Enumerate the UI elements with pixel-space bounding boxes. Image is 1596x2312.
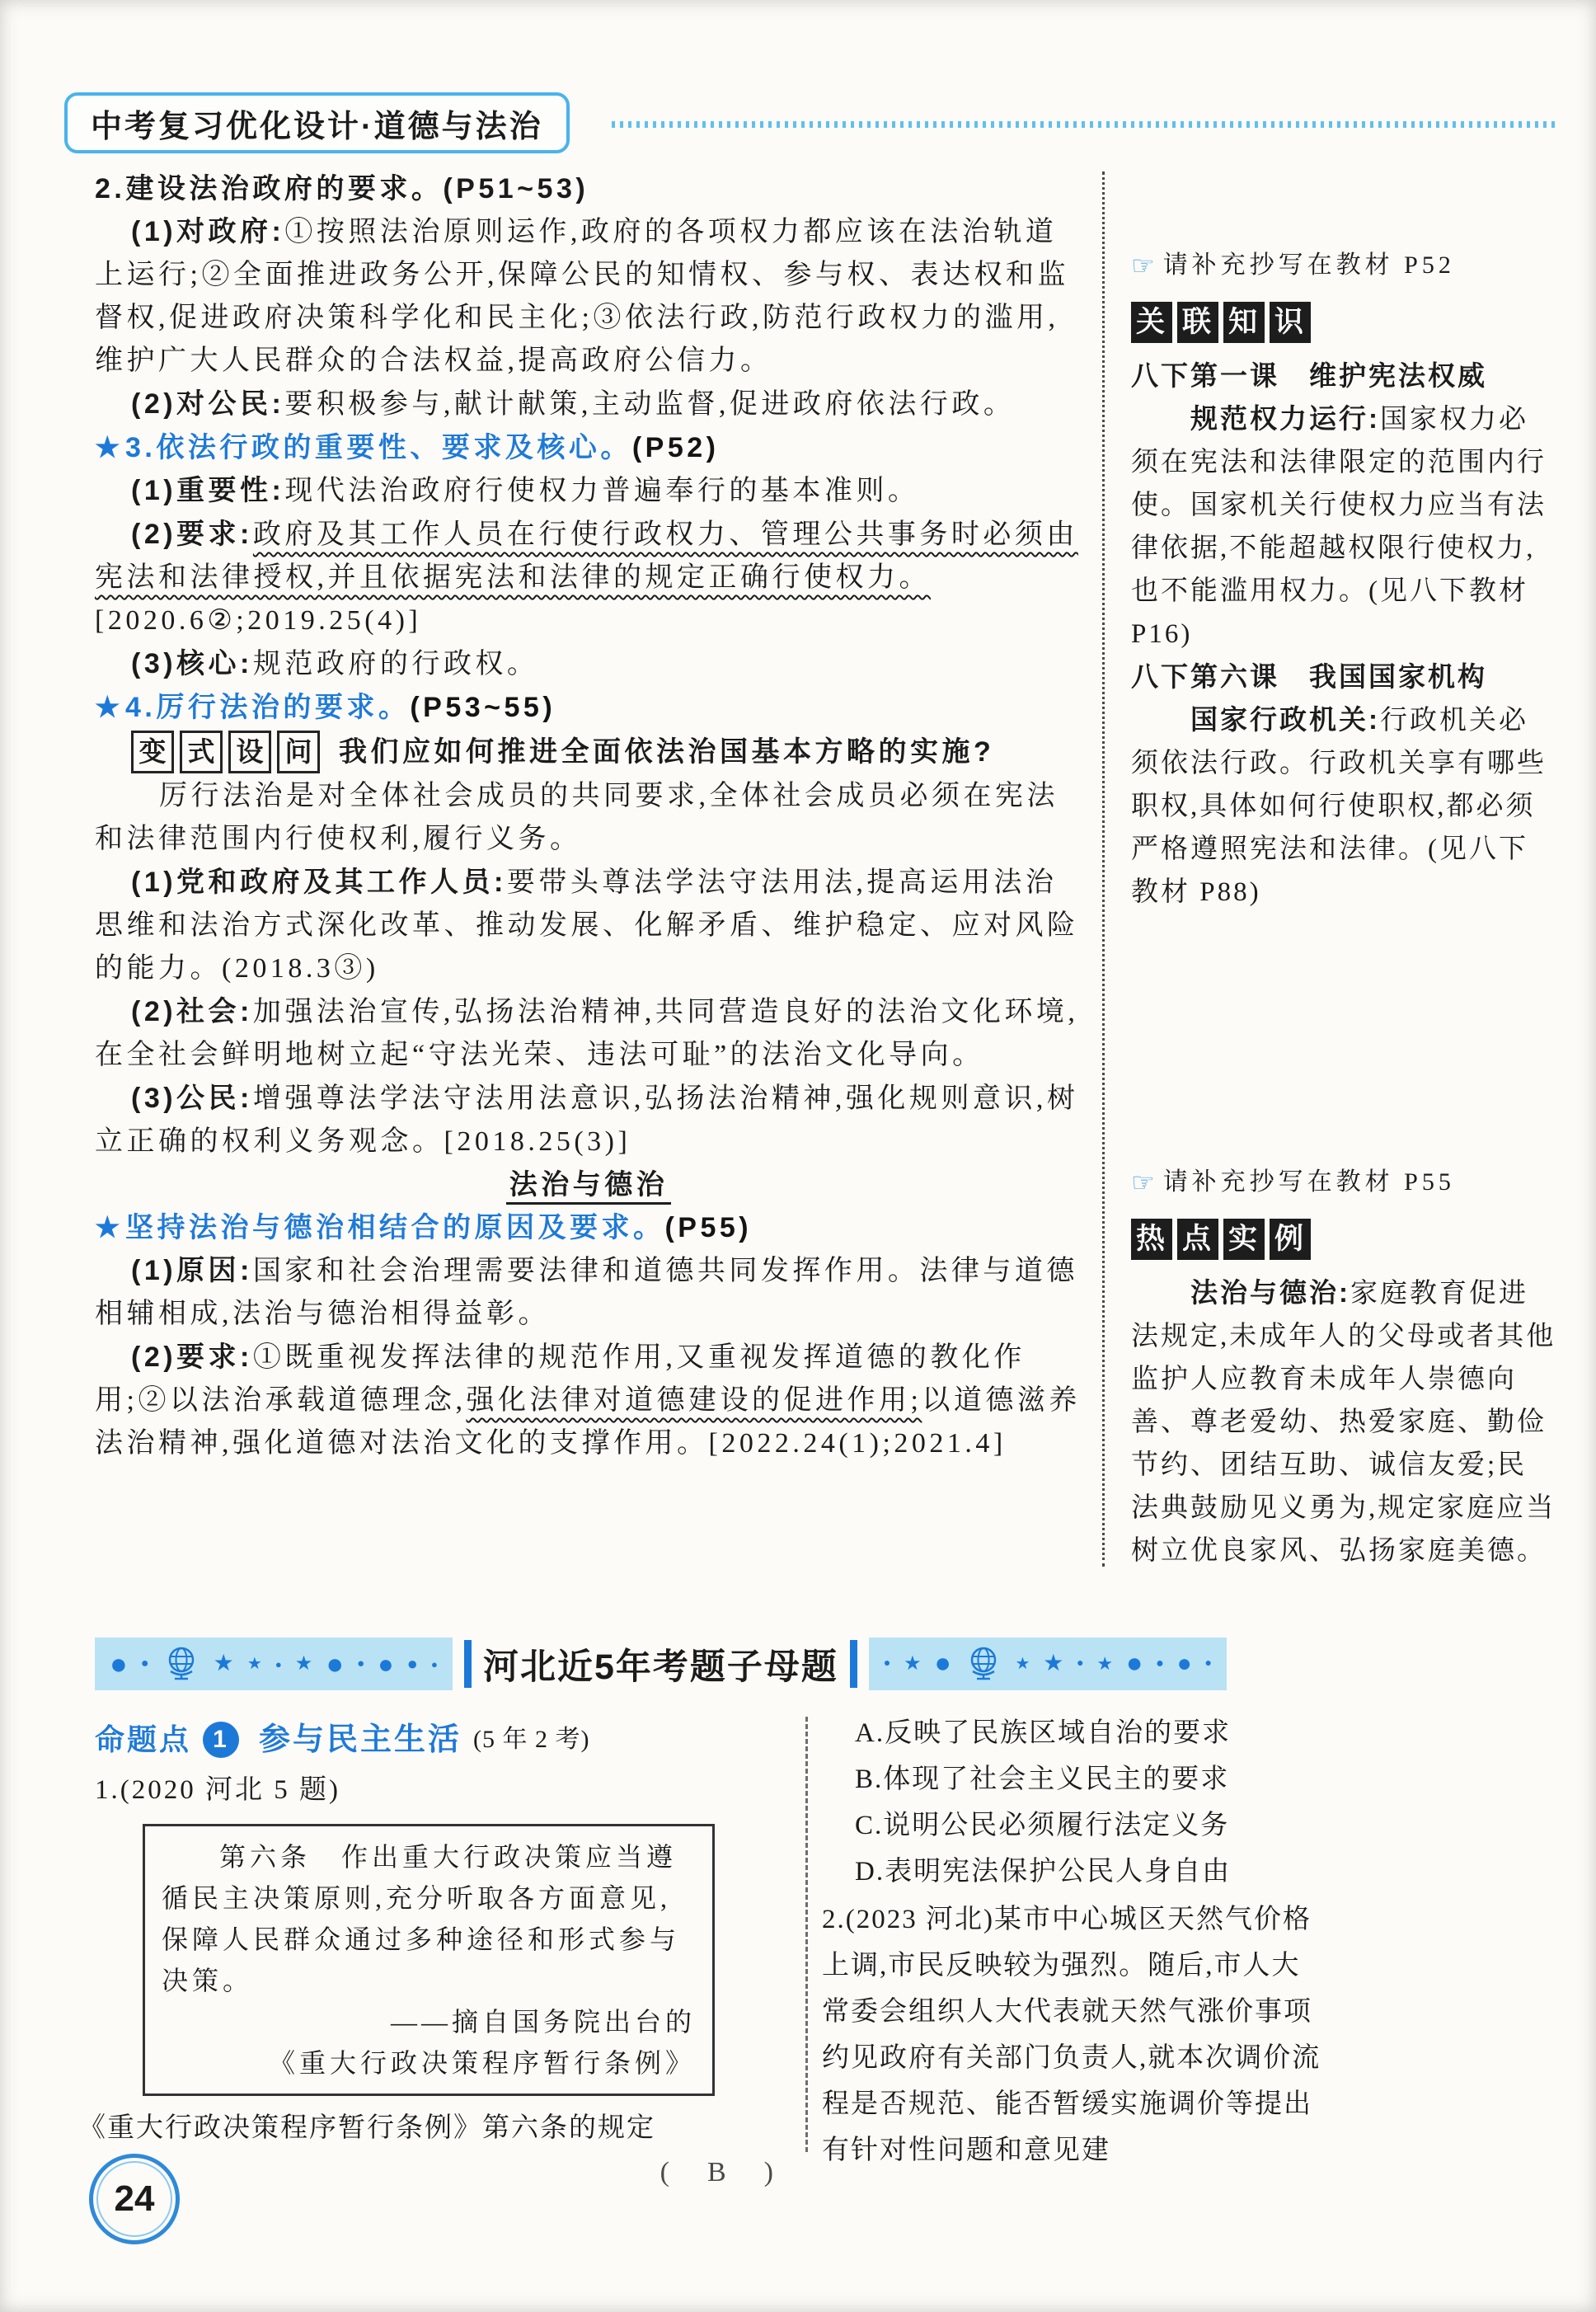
topic-number-badge: 1 <box>203 1722 239 1758</box>
header-dotted-rule-decoration <box>612 121 1558 128</box>
spacer <box>1131 914 1556 1161</box>
bold-lead-label: (1)原因: <box>131 1255 253 1286</box>
banner-dot-star-decoration: ● <box>934 1648 951 1679</box>
banner-bar-left <box>464 1640 472 1688</box>
banner-dot-star-decoration: ★ <box>294 1653 313 1675</box>
tag-character-box: 识 <box>1270 302 1311 343</box>
banner-dot-star-decoration: ● <box>1204 1657 1212 1670</box>
paragraph: [2020.6②;2019.25(4)] <box>95 605 422 636</box>
heading-text: 3.依法行政的重要性、要求及核心。 <box>124 432 632 463</box>
paragraph: 厉行法治是对全体社会成员的共同要求,全体社会成员必须在宪法和法律范围内行使权利,履行义务。 <box>95 781 1059 854</box>
paragraph: (2)对公民:要积极参与,献计献策,主动监督,促进政府依法行政。 <box>131 388 1016 420</box>
paragraph: (1)重要性:现代法治政府行使权力普遍奉行的基本准则。 <box>131 475 920 506</box>
topic-heading <box>95 1717 791 1763</box>
bold-lead-label: (2)要求: <box>131 1342 253 1373</box>
quote-text: 第六条 作出重大行政决策应当遵循民主决策原则,充分听取各方面意见,保障人民群众通过多种途径和形式参与决策。 <box>162 1842 681 1995</box>
globe-icon <box>162 1643 200 1685</box>
banner-dot-star-decoration: ● <box>1176 1650 1192 1677</box>
paragraph: (1)原因:国家和社会治理需要法律和道德共同发挥作用。法律与道德相辅相成,法治与德治相得益彰。 <box>95 1255 1078 1329</box>
tag-character-box: 知 <box>1223 302 1265 343</box>
sidebar-column <box>1131 244 1556 1572</box>
wavy-underlined-text: 政府及其工作人员在行使行政权力、管理公共事务时必须由宪法和法律授权,并且依据宪法和法律的规定正确行使权力。 <box>95 519 1078 593</box>
paragraph: (2)社会:加强法治宣传,弘扬法治精神,共同营造良好的法治文化环境,在全社会鲜明地树立起“守法光荣、违法可耻”的法治文化导向。 <box>95 996 1079 1070</box>
quote-source-line-1: ——摘自国务院出台的 <box>390 2007 696 2037</box>
margin-note <box>1131 244 1556 287</box>
bold-lead-label: 国家行政机关: <box>1190 704 1380 735</box>
banner-dot-star-decoration: ★ <box>1096 1653 1114 1674</box>
sidebar-paragraph: 法治与德治:家庭教育促进法规定,未成年人的父母或者其他监护人应教育未成年人崇德向善、尊老爱幼、热爱家庭、勤俭节约、团结互助、诚信友爱;民法典鼓励见义勇为,规定家庭应当树立优良家风、弘扬家庭美德。 <box>1131 1277 1556 1566</box>
banner-dot-star-decoration: ★ <box>1015 1655 1030 1673</box>
sidebar-tag <box>1131 1219 1556 1260</box>
paragraph: (2)要求:①既重视发挥法律的规范作用,又重视发挥道德的教化作用;②以法治承载道德理念,强化法律对道德建设的促进作用;以道德滋养法治精神,强化道德对法治文化的支撑作用。[2022.24(1);2021.4] <box>95 1342 1081 1459</box>
boxed-character: 问 <box>277 731 320 773</box>
finger-right-icon: ☞ <box>1131 1168 1155 1197</box>
topic-exam-count: (5 年 2 考) <box>473 1726 590 1753</box>
banner-dot-star-decoration: ★ <box>904 1653 922 1675</box>
banner-dot-star-decoration: ● <box>378 1649 394 1679</box>
heading-text: 坚持法治与德治相结合的原因及要求。 <box>124 1212 665 1243</box>
lesson-heading: 八下第一课 维护宪法权威 <box>1131 360 1487 391</box>
banner-bar-right <box>850 1640 857 1688</box>
star-icon: ★ <box>95 692 124 723</box>
subsection-title <box>95 1163 1082 1206</box>
banner-decor-right <box>869 1638 1227 1690</box>
page-number: 24 <box>114 2178 155 2219</box>
star-icon: ★ <box>95 1212 124 1243</box>
subsection-title-text: 法治与德治 <box>506 1169 672 1205</box>
banner-dot-star-decoration: ★ <box>246 1655 262 1673</box>
wavy-underlined-text: 强化法律对道德建设的促进作用; <box>466 1385 922 1416</box>
main-column <box>95 167 1082 1465</box>
banner-decor-left <box>95 1638 453 1690</box>
star-icon: ★ <box>95 432 124 463</box>
variant-question-text: 我们应如何推进全面依法治国基本方略的实施? <box>339 736 995 768</box>
page-reference: (P53~55) <box>410 692 556 723</box>
question-2-text: 2.(2023 河北)某市中心城区天然气价格上调,市民反映较为强烈。随后,市人大常委会组织人大代表就天然气涨价事项约见政府有关部门负责人,就本次调价流程是否规范、能否暂缓实施调价等提出有针对性问题和意见建 <box>822 1905 1321 2165</box>
tag-character-box: 实 <box>1223 1219 1265 1260</box>
tag-character-box: 联 <box>1177 302 1218 343</box>
page-number-badge <box>89 2154 180 2244</box>
section-heading: 2.建设法治政府的要求。(P51~53) <box>95 173 589 204</box>
bold-lead-label: 规范权力运行: <box>1190 403 1380 434</box>
tag-character-box: 例 <box>1270 1219 1311 1260</box>
banner-dot-star-decoration: ● <box>110 1647 128 1680</box>
margin-note-text: 请补充抄写在教材 P55 <box>1162 1168 1455 1196</box>
book-title: 中考复习优化设计·道德与法治 <box>91 109 543 144</box>
answer-option: D.表明宪法保护公民人身自由 <box>855 1857 1232 1887</box>
banner-dot-star-decoration: ● <box>1156 1656 1164 1671</box>
margin-note <box>1131 1161 1556 1204</box>
boxed-character: 变 <box>131 731 174 773</box>
paragraph: (3)核心:规范政府的行政权。 <box>131 648 539 679</box>
bold-lead-label: (1)重要性: <box>131 475 285 506</box>
boxed-character: 设 <box>228 731 271 773</box>
banner-dot-star-decoration: ● <box>431 1657 438 1671</box>
bold-lead-label: (3)核心: <box>131 648 253 679</box>
question-column-divider-dashed <box>805 1717 808 2152</box>
banner-title: 河北近5年考题子母题 <box>483 1647 838 1687</box>
bold-lead-label: (1)对政府: <box>131 216 285 247</box>
quote-source-line-2: 《重大行政决策程序暂行条例》 <box>268 2048 696 2078</box>
tag-character-box: 热 <box>1131 1219 1172 1260</box>
bold-lead-label: (2)社会: <box>131 996 253 1027</box>
banner-dot-star-decoration: ● <box>357 1656 365 1671</box>
paragraph: (3)公民:增强尊法学法守法用法意识,弘扬法治精神,强化规则意识,树立正确的权利义务观念。[2018.25(3)] <box>95 1083 1079 1157</box>
banner-dot-star-decoration: ● <box>140 1656 149 1671</box>
banner-dot-star-decoration: ★ <box>213 1651 234 1676</box>
question-1-stem: 《重大行政决策程序暂行条例》第六条的规定 <box>78 2113 655 2143</box>
banner-dot-star-decoration: ● <box>1125 1648 1143 1679</box>
question-1-options <box>822 1710 1326 1895</box>
topic-title: 参与民主生活 <box>259 1722 462 1757</box>
banner-dot-star-decoration: ★ <box>1043 1651 1064 1676</box>
paragraph: (1)党和政府及其工作人员:要带头尊法学法守法用法,提高运用法治思维和法治方式深化改革、推动发展、化解矛盾、维护稳定、应对风险的能力。(2018.3③) <box>95 867 1079 984</box>
banner-dot-star-decoration: ● <box>326 1647 345 1680</box>
bold-lead-label: (2)对公民: <box>131 388 285 420</box>
sidebar-paragraph: 规范权力运行:国家权力必须在宪法和法律限定的范围内行使。国家机关行使权力应当有法律依据,不能超越权限行使权力,也不能滥用权力。(见八下教材 P16) <box>1131 403 1547 649</box>
question-column-left <box>78 1717 791 2195</box>
page-header-box <box>64 92 570 153</box>
variant-question-row <box>131 729 1082 775</box>
question-1-answer: ( B ) <box>660 2157 778 2187</box>
banner-dot-star-decoration: ● <box>275 1657 282 1671</box>
starred-heading <box>95 1206 1082 1249</box>
column-divider-dotted <box>1102 172 1105 1567</box>
sidebar-tag <box>1131 302 1556 343</box>
question-1-source: 1.(2020 河北 5 题) <box>95 1775 340 1805</box>
sidebar-paragraph: 国家行政机关:行政机关必须依法行政。行政机关享有哪些职权,具体如何行使职权,都必须严格遵照宪法和法律。(见八下教材 P88) <box>1131 704 1547 907</box>
boxed-character: 式 <box>180 731 223 773</box>
bold-lead-label: (2)要求: <box>131 519 253 550</box>
answer-option: C.说明公民必须履行法定义务 <box>855 1811 1230 1840</box>
heading-text: 4.厉行法治的要求。 <box>124 692 411 723</box>
answer-option: A.反映了民族区域自治的要求 <box>855 1718 1232 1748</box>
lesson-heading: 八下第六课 我国国家机构 <box>1131 661 1487 692</box>
bold-lead-label: (3)公民: <box>131 1083 253 1114</box>
globe-icon <box>965 1643 1002 1685</box>
page-reference: (P55) <box>664 1212 753 1243</box>
finger-right-icon: ☞ <box>1131 251 1155 280</box>
paragraph: (1)对政府:①按照法治原则运作,政府的各项权力都应该在法治轨道上运行;②全面推进政务公开,保障公民的知情权、参与权、表达权和监督权,促进政府决策科学化和民主化;③依法行政,防范行政权力的滥用,维护广大人民群众的合法权益,提高政府公信力。 <box>95 216 1069 376</box>
banner-dot-star-decoration: ● <box>1077 1657 1084 1670</box>
banner-dot-star-decoration: ● <box>883 1657 891 1670</box>
paragraph <box>95 513 1082 599</box>
question-column-right <box>822 1710 1326 2173</box>
starred-heading <box>95 426 1082 469</box>
page-reference: (P52) <box>631 432 720 463</box>
bold-lead-label: (1)党和政府及其工作人员: <box>131 867 507 898</box>
answer-option: B.体现了社会主义民主的要求 <box>855 1765 1230 1794</box>
margin-note-text: 请补充抄写在教材 P52 <box>1162 251 1455 279</box>
tag-character-box: 点 <box>1177 1219 1218 1260</box>
topic-label: 命题点 <box>95 1722 192 1756</box>
banner-dot-star-decoration: ● <box>406 1653 418 1674</box>
quote-box <box>143 1824 715 2096</box>
tag-character-box: 关 <box>1131 302 1172 343</box>
starred-heading <box>95 686 1082 729</box>
bold-lead-label: 法治与德治: <box>1190 1277 1350 1308</box>
section-banner <box>95 1638 1212 1690</box>
